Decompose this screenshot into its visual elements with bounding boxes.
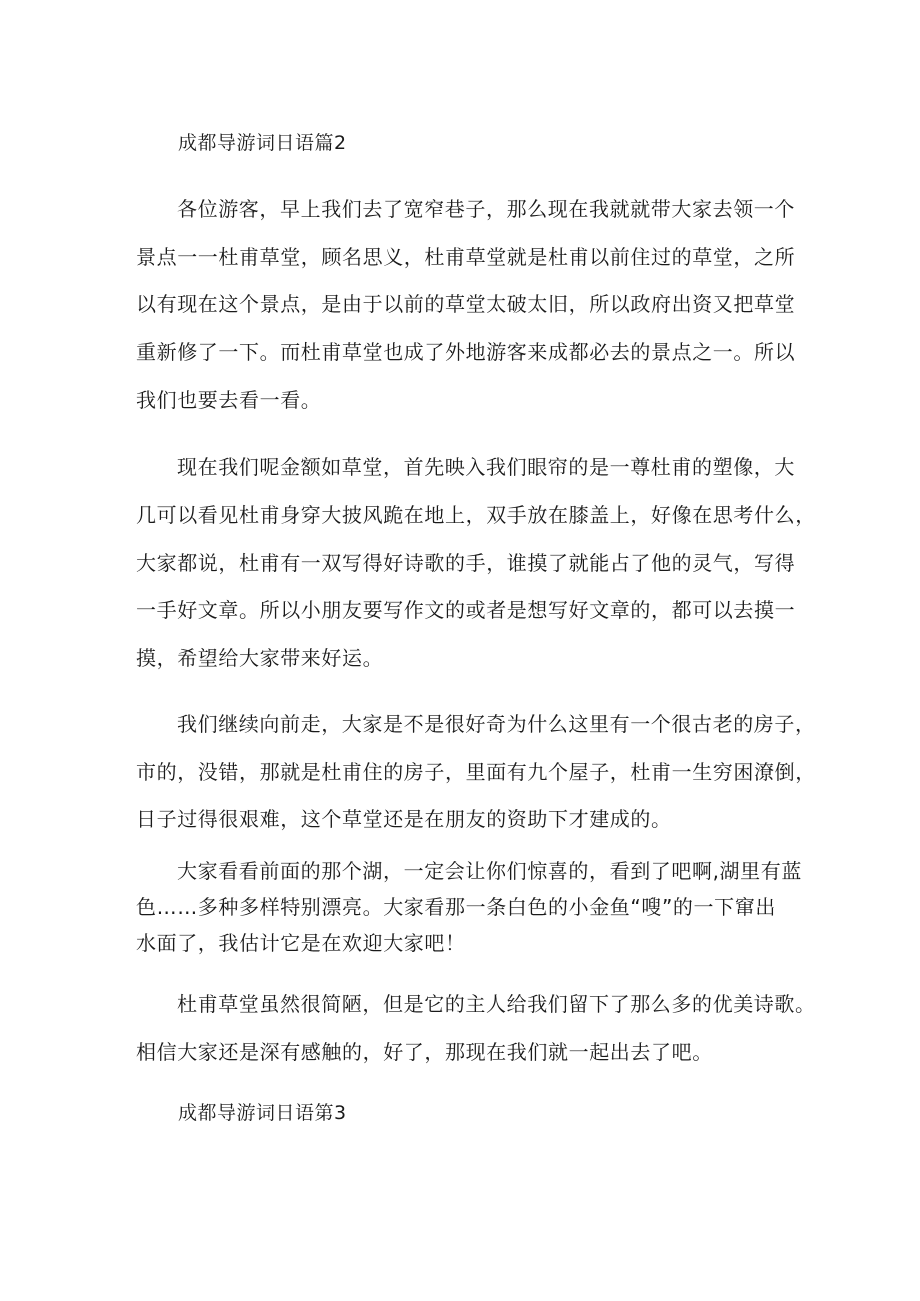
paragraph-line: 色……多种多样特别漂亮。大家看那一条白色的小金鱼“嗖”的一下窜出	[136, 895, 776, 919]
paragraph-line: 市的，没错，那就是杜甫住的房子，里面有九个屋子，杜甫一生穷困潦倒，	[136, 760, 816, 784]
paragraph-line: 摸，希望给大家带来好运。	[136, 646, 384, 670]
paragraph-line: 几可以看见杜甫身穿大披风跪在地上，双手放在膝盖上，好像在思考什么，	[136, 503, 816, 527]
paragraph-line: 重新修了一下。而杜甫草堂也成了外地游客来成都必去的景点之一。所以	[136, 340, 796, 364]
paragraph-line: 大家都说，杜甫有一双写得好诗歌的手，谁摸了就能占了他的灵气，写得	[136, 551, 796, 575]
paragraph-line: 相信大家还是深有感触的，好了，那现在我们就一起出去了吧。	[136, 1040, 713, 1064]
section-heading-2: 成都导游词日语篇2	[178, 132, 347, 154]
paragraph-line: 现在我们呢金额如草堂，首先映入我们眼帘的是一尊杜甫的塑像，大	[177, 455, 795, 479]
paragraph-line: 我们继续向前走，大家是不是很好奇为什么这里有一个很古老的房子，	[177, 712, 816, 736]
paragraph-line: 杜甫草堂虽然很简陋，但是它的主人给我们留下了那么多的优美诗歌。	[177, 992, 816, 1016]
paragraph-line: 水面了，我估计它是在欢迎大家吧！	[136, 931, 466, 955]
paragraph-line: 各位游客，早上我们去了宽窄巷子，那么现在我就就带大家去领一个	[177, 197, 795, 221]
paragraph-line: 景点一一杜甫草堂，顾名思义，杜甫草堂就是杜甫以前住过的草堂，之所	[136, 245, 796, 269]
paragraph-line: 大家看看前面的那个湖，一定会让你们惊喜的，看到了吧啊,湖里有蓝	[177, 859, 802, 883]
paragraph-line: 以有现在这个景点，是由于以前的草堂太破太旧，所以政府出资又把草堂	[136, 292, 796, 316]
section-heading-3: 成都导游词日语第3	[178, 1102, 347, 1124]
paragraph-line: 一手好文章。所以小朋友要写作文的或者是想写好文章的，都可以去摸一	[136, 598, 796, 622]
paragraph-line: 我们也要去看一看。	[136, 388, 322, 412]
paragraph-line: 日子过得很艰难，这个草堂还是在朋友的资助下才建成的。	[136, 807, 672, 831]
